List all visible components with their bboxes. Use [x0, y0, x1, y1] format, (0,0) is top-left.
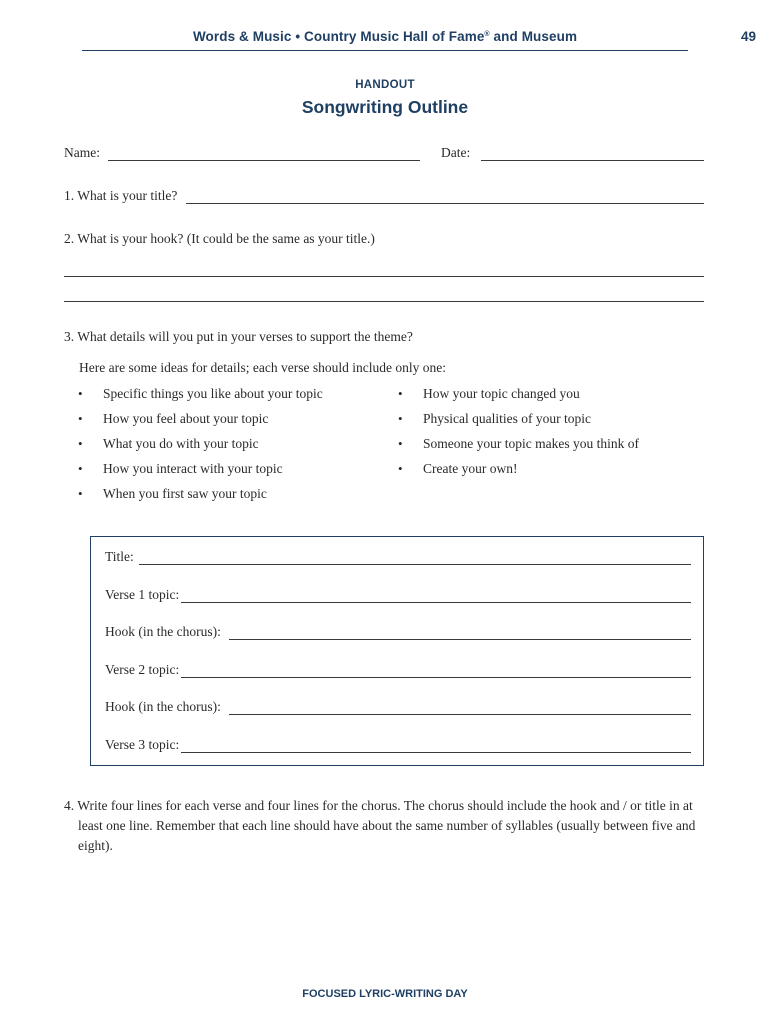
outline-verse-3-field[interactable] [181, 752, 691, 753]
running-footer: FOCUSED LYRIC-WRITING DAY [302, 988, 468, 1000]
ideas-list-left [78, 385, 323, 510]
outline-row-verse-1 [105, 587, 691, 607]
list-item: • How your topic changed you [398, 385, 639, 410]
page-title: Songwriting Outline [301, 97, 469, 117]
outline-hook-1-field[interactable] [229, 639, 691, 640]
title-answer-field[interactable] [186, 203, 704, 204]
outline-hook-2-field[interactable] [229, 714, 691, 715]
outline-row-verse-3 [105, 737, 691, 757]
outline-label: Verse 1 topic: [105, 587, 180, 602]
outline-row-verse-2 [105, 662, 691, 682]
museum-name: Country Music Hall of Fame® and Museum [304, 29, 578, 44]
list-item: • Physical qualities of your topic [398, 410, 639, 435]
outline-label: Verse 3 topic: [105, 737, 180, 752]
question-4: 4. Write four lines for each verse and four lines for the chorus. The chorus should include the hook and / or title in at least one line. Remember that each line should have about the same number of syllables (usually between five and eight). [64, 798, 696, 853]
outline-label: Title: [105, 549, 134, 564]
list-item: • Specific things you like about your topic [78, 385, 323, 410]
running-header [82, 29, 688, 44]
hook-answer-line-2[interactable] [64, 301, 704, 302]
name-field[interactable] [108, 160, 420, 161]
outline-row-title [105, 549, 691, 569]
outline-verse-1-field[interactable] [181, 602, 691, 603]
question-2: 2. What is your hook? (It could be the same as your title.) [64, 231, 375, 246]
list-item: • How you interact with your topic [78, 460, 323, 485]
question-1: 1. What is your title? [64, 188, 178, 203]
handout-label: HANDOUT [355, 79, 415, 91]
hook-answer-line-1[interactable] [64, 276, 704, 277]
outline-label: Verse 2 topic: [105, 662, 180, 677]
outline-title-field[interactable] [139, 564, 691, 565]
publication-title: Words & Music [192, 29, 292, 44]
header-separator: • [295, 29, 301, 44]
page-number: 49 [740, 29, 756, 44]
date-label: Date: [441, 145, 471, 160]
header-rule [82, 50, 688, 51]
registered-mark: ® [484, 31, 490, 38]
ideas-intro: Here are some ideas for details; each verse should include only one: [79, 360, 446, 375]
ideas-list-right [398, 385, 639, 485]
question-3: 3. What details will you put in your verses to support the theme? [64, 329, 413, 344]
list-item: • How you feel about your topic [78, 410, 323, 435]
outline-box [90, 536, 704, 766]
outline-label: Hook (in the chorus): [105, 699, 221, 714]
outline-verse-2-field[interactable] [181, 677, 691, 678]
list-item: • Create your own! [398, 460, 639, 485]
list-item: • Someone your topic makes you think of [398, 435, 639, 460]
list-item: • What you do with your topic [78, 435, 323, 460]
list-item: • When you first saw your topic [78, 485, 323, 510]
name-label: Name: [64, 145, 100, 160]
date-field[interactable] [481, 160, 704, 161]
outline-label: Hook (in the chorus): [105, 624, 221, 639]
outline-row-hook-1 [105, 624, 691, 644]
outline-row-hook-2 [105, 699, 691, 719]
